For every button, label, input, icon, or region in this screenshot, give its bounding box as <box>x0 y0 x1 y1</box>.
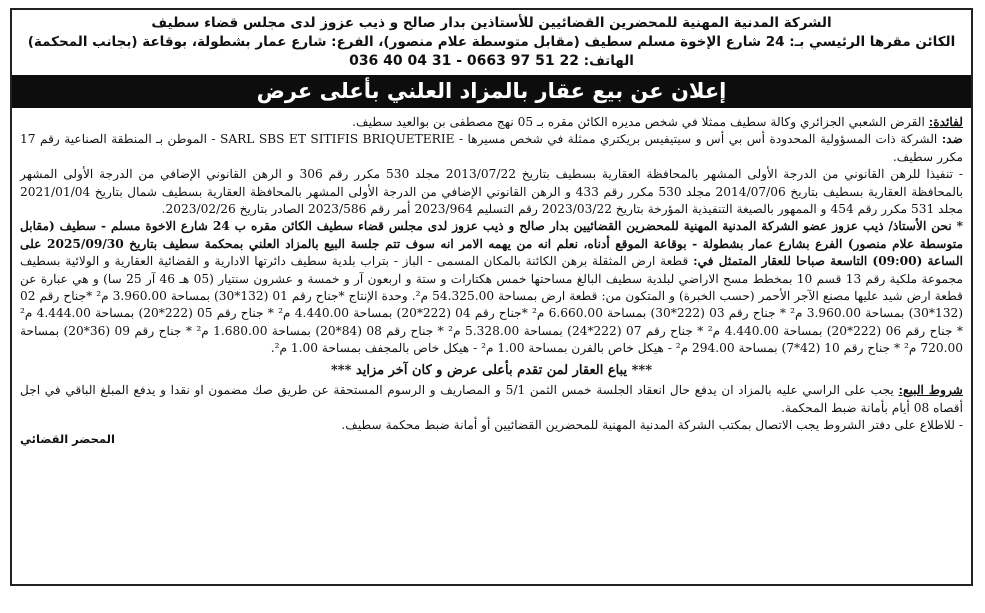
beneficiary-paragraph <box>20 114 963 131</box>
defendant-label: ضد: <box>941 132 963 147</box>
beneficiary-text: القرض الشعبي الجزائري وكالة سطيف ممثلا في شخص مديره الكائن مقره بـ 05 نهج مصطفى بن بوالعيد سطيف. <box>352 115 929 129</box>
sale-rule: *** يباع العقار لمن تقدم بأعلى عرض و كان آخر مزايد *** <box>330 362 653 378</box>
conditions-label: شروط البيع: <box>898 383 964 398</box>
property-description: قطعة ارض المثقلة برهن الكائنة بالمكان المسمى - الباز - بتراب بلدية سطيف دائرتها الادارية و القضائية العقارية و الولائية بسطيف مجموعة ملكية رقم 13 قسم 10 بمخطط مسح الاراضي لبلدية سطيف البالغ مساحتها خمس هكتارات و ستة و اربعون آر و خمسة و عشرون سنتيار (05 هـ 46 آر 25 سا) و هي عبارة عن قطعة ارض شيد عليها مصنع الآجر الأحمر (حسب الخبرة) و المتكون من: قطعة ارض بمساحة 54.325.00 م². وحدة الإنتاج *جناح رقم 01 (132*30) بمساحة 3.960.00 م² *جناح رقم 02 (132*30) بمساحة 3.960.00 م² * جناح رقم 03 (222*30) بمساحة 6.660.00 م² *جناح رقم 04 (222*20) بمساحة 4.440.00 م² * جناح رقم 05 (222*20) بمساحة 4.444.00 م² * جناح رقم 06 (222*20) بمساحة 4.440.00 م² * جناح رقم 07 (222*24) بمساحة 5.328.00 م² * جناح رقم 08 (84*20) بمساحة 1.680.00 م² * جناح رقم 09 (36*20) بمساحة 720.00 م² * جناح رقم 10 (42*7) بمساحة 294.00 م² - هيكل خاص بالفرن بمساحة 1.00 م² - هيكل خاص بالمجفف بمساحة 1.00 م². <box>20 254 963 356</box>
letterhead <box>20 14 963 71</box>
mortgage-paragraph: - تنفيذا للرهن القانوني من الدرجة الأولى المشهر بالمحافظة العقارية بسطيف بتاريخ 2013/07/22 مجلد 530 مكرر رقم 306 و الرهن القانوني الإضافي من الدرجة الأولى المشهر بالمحافظة العقارية بسطيف بتاريخ 2014/07/06 مجلد 530 مكرر رقم 433 و الرهن القانوني الإضافي من الدرجة الأولى المشهر بالمحافظة العقارية بسطيف شمال بتاريخ 2021/01/04 مجلد 531 مكرر رقم 454 و الممهور بالصيغة التنفيذية المؤرخة بتاريخ 2023/03/22 رقم التسليم 2023/964 أمر رقم 2023/586 الصادر بتاريخ 2023/02/26. <box>20 167 964 217</box>
company-address: الكائن مقرها الرئيسي بـ: 24 شارع الإخوة مسلم سطيف (مقابل متوسطة علام منصور)، الفرع: شارع عمار بشطولة، بوقاعة (بجانب المحكمة) <box>27 34 956 50</box>
closing-row <box>20 417 963 448</box>
announcement-title: إعلان عن بيع عقار بالمزاد العلني بأعلى عرض <box>12 75 971 108</box>
auction-paragraph <box>20 218 963 357</box>
company-phone <box>20 52 963 71</box>
bailiff-signature: المحضر القضائي <box>20 431 115 446</box>
announcement-frame <box>10 8 973 586</box>
phone-numbers: 036 40 04 31 - 0663 97 51 22 <box>349 53 579 69</box>
phone-label: الهاتف: <box>583 53 634 69</box>
defendant-text: الشركة ذات المسؤولية المحدودة أس بي أس و سيتيفيس بريكتري ممثلة في شخص مسيرها - SARL SBS ET SITIFIS BRIQUETERIE - الموطن بـ المنطقة الصناعية رقم 17 مكرر سطيف. <box>20 132 963 164</box>
company-name: الشركة المدنية المهنية للمحضرين القضائيين للأستاذين بدار صالح و ذيب عزوز لدى مجلس قضاء سطيف <box>151 15 832 31</box>
beneficiary-label: لفائدة: <box>928 115 963 129</box>
inquiry-paragraph: - للاطلاع على دفتر الشروط يجب الاتصال بمكتب الشركة المدنية المهنية للمحضرين القضائيين أو أمانة ضبط محكمة سطيف. <box>341 417 963 432</box>
announcement-body <box>20 114 963 448</box>
auction-notice: * نحن الأستاذ/ ذيب عزوز عضو الشركة المدنية المهنية للمحضرين القضائيين بدار صالح و ذيب عزوز لدى مجلس قضاء سطيف الكائن مقره ب 24 شارع الاخوة مسلم - سطيف (مقابل متوسطة علام منصور) الفرع بشارع عمار بشطولة - بوقاعة الموقع أدناه، نعلم انه من يهمه الامر انه سوف تتم جلسة البيع بالمزاد العلني بمحكمة سطيف بتاريخ 2025/09/30 على الساعة (09:00) التاسعة صباحا للعقار المتمثل في: <box>20 219 963 269</box>
conditions-paragraph <box>20 382 963 417</box>
defendant-paragraph <box>20 131 963 166</box>
conditions-text: يجب على الراسي عليه بالمزاد ان يدفع حال انعقاد الجلسة خمس الثمن 5/1 و المصاريف و الرسوم المستحقة عن طريق صك مضمون او نقدا و يدفع المبلغ الباقي في اجل أقصاه 08 أيام بأمانة ضبط المحكمة. <box>20 383 963 415</box>
